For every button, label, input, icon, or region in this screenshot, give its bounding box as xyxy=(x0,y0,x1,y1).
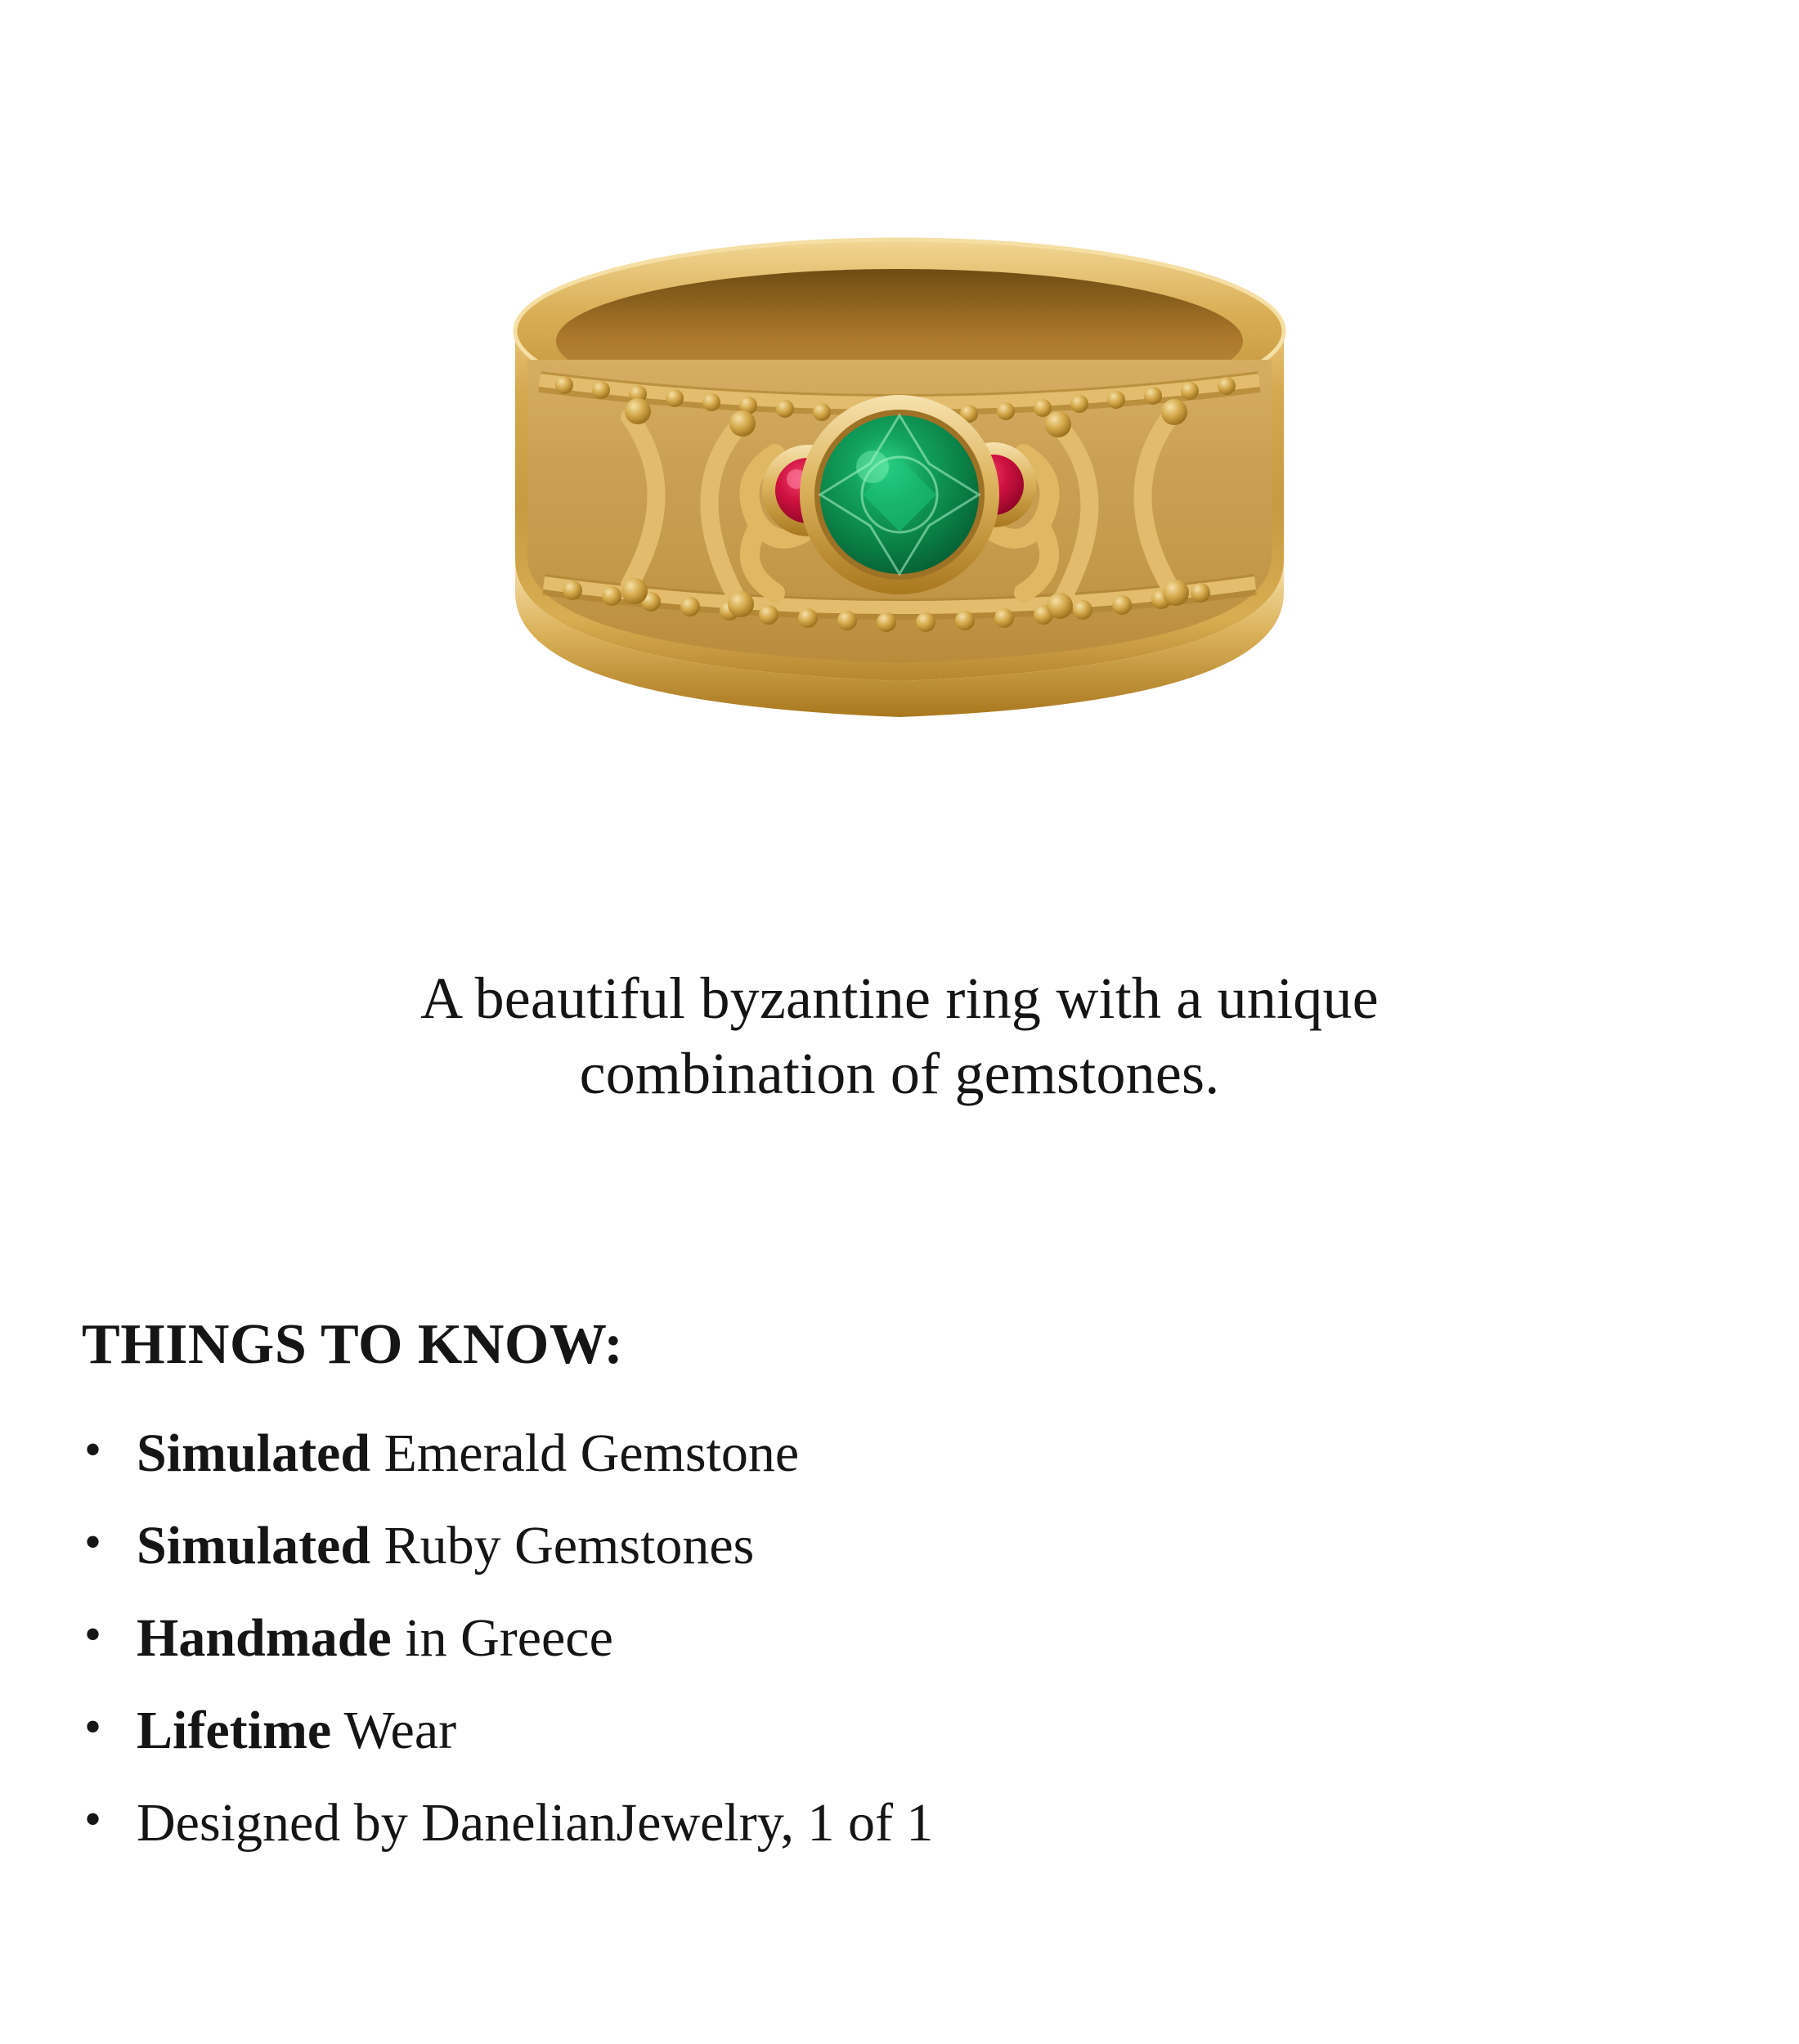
ring-face xyxy=(527,360,1272,663)
list-item-strong: Lifetime xyxy=(137,1701,332,1760)
things-to-know-list xyxy=(78,1423,1713,1889)
list-item-strong: Simulated xyxy=(137,1423,371,1483)
things-to-know-title: THINGS TO KNOW: xyxy=(82,1313,624,1376)
product-image xyxy=(0,0,1799,916)
motif-bead xyxy=(1045,411,1071,437)
motif-bead xyxy=(1161,399,1187,425)
list-item-rest: Wear xyxy=(331,1701,457,1760)
motif-bead xyxy=(728,591,754,617)
ring-illustration xyxy=(466,208,1333,748)
list-item xyxy=(78,1516,1713,1576)
list-item xyxy=(78,1423,1713,1483)
motif-bead xyxy=(729,410,756,437)
list-item xyxy=(78,1793,1713,1853)
list-item-rest: Designed by DanelianJewelry, 1 of 1 xyxy=(137,1793,934,1853)
description-line-1: A beautiful byzantine ring with a unique xyxy=(420,966,1379,1031)
emerald-center xyxy=(800,395,999,594)
ring-photo xyxy=(466,208,1333,748)
list-item xyxy=(78,1608,1713,1668)
product-description xyxy=(0,961,1799,1111)
motif-bead xyxy=(1047,593,1073,619)
list-item-rest: in Greece xyxy=(391,1608,613,1668)
motif-bead xyxy=(621,578,648,604)
list-item-rest: Emerald Gemstone xyxy=(370,1423,800,1483)
description-line-2: combination of gemstones. xyxy=(579,1041,1220,1107)
motif-bead xyxy=(1163,580,1189,606)
list-item-rest: Ruby Gemstones xyxy=(370,1516,755,1576)
list-item xyxy=(78,1701,1713,1760)
list-item-strong: Handmade xyxy=(137,1608,392,1668)
motif-bead xyxy=(625,398,651,424)
list-item-strong: Simulated xyxy=(137,1516,371,1576)
